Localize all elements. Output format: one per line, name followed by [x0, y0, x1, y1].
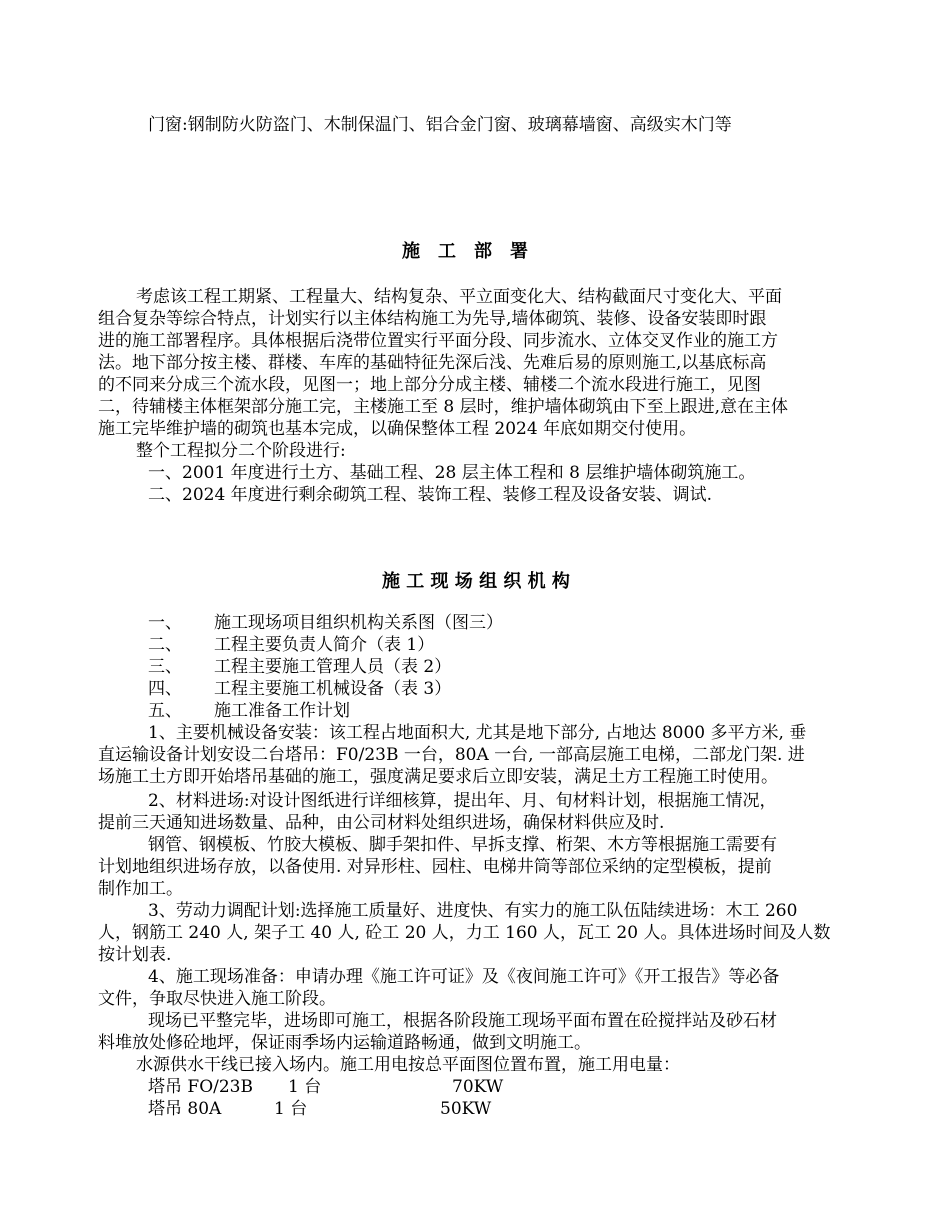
- deployment-para-line: 的不同来分成三个流水段，见图一；地上部分分成主楼、辅楼二个流水段进行施工，见图: [98, 375, 761, 395]
- list-item-text: 工程主要施工机械设备（表 3）: [214, 679, 452, 699]
- list-item-number: 五、: [148, 701, 182, 721]
- formwork-para-line: 制作加工。: [98, 879, 183, 899]
- deployment-para-line: 施工完毕维护墙的砌筑也基本完成，以确保整体工程 2024 年底如期交付使用。: [98, 419, 697, 439]
- list-item-text: 施工准备工作计划: [214, 701, 350, 721]
- deployment-para-line: 进的施工部署程序。具体根据后浇带位置实行平面分段、同步流水、立体交叉作业的施工方: [98, 331, 778, 351]
- equipment-power: 70KW: [452, 1077, 504, 1097]
- section-title-organization: 施 工 现 场 组 织 机 构: [382, 571, 570, 592]
- list-item-text: 工程主要负责人简介（表 1）: [214, 635, 435, 655]
- site-prep-para-line: 文件，争取尽快进入施工阶段。: [98, 989, 336, 1009]
- stages-intro: 整个工程拟分二个阶段进行:: [136, 441, 346, 461]
- list-item-text: 施工现场项目组织机构关系图（图三）: [214, 613, 503, 633]
- site-status-para-line: 料堆放处修砼地坪，保证雨季场内运输道路畅通，做到文明施工。: [98, 1033, 591, 1053]
- deployment-para-line: 二，待辅楼主体框架部分施工完，主楼施工至 8 层时，维护墙体砌筑由下至上跟进,意在主体: [98, 397, 789, 417]
- list-item-number: 二、: [148, 635, 182, 655]
- list-item-number: 三、: [148, 657, 182, 677]
- labor-para-line: 按计划表.: [98, 945, 172, 965]
- formwork-para-line: 计划地组织进场存放，以备使用. 对异形柱、园柱、电梯井筒等部位采纳的定型模板，提前: [98, 857, 772, 877]
- deployment-para-line: 组合复杂等综合特点，计划实行以主体结构施工为先导,墙体砌筑、装修、设备安装即时跟: [98, 309, 767, 329]
- stage-item: 一、2001 年度进行土方、基础工程、28 层主体工程和 8 层维护墙体砌筑施工。: [148, 463, 756, 483]
- site-prep-para-line: 4、施工现场准备：申请办理《施工许可证》及《夜间施工许可》《开工报告》等必备: [148, 967, 780, 987]
- equipment-name: 塔吊 80A: [148, 1099, 222, 1119]
- equipment-name: 塔吊 FO/23B: [148, 1077, 253, 1097]
- section-title-deployment: 施 工 部 署: [402, 241, 528, 262]
- intro-line: 门窗:钢制防火防盗门、木制保温门、铝合金门窗、玻璃幕墙窗、高级实木门等: [148, 115, 732, 135]
- deployment-para-line: 法。地下部分按主楼、群楼、车库的基础特征先深后浅、先难后易的原则施工,以基底标高: [98, 353, 767, 373]
- list-item-number: 一、: [148, 613, 182, 633]
- labor-para-line: 3、劳动力调配计划:选择施工质量好、进度快、有实力的施工队伍陆续进场：木工 260: [148, 901, 798, 921]
- water-power-line: 水源供水干线已接入场内。施工用电按总平面图位置布置，施工用电量：: [136, 1055, 680, 1075]
- list-item-text: 工程主要施工管理人员（表 2）: [214, 657, 452, 677]
- site-status-para-line: 现场已平整完毕，进场即可施工，根据各阶段施工现场平面布置在砼搅拌站及砂石材: [148, 1011, 777, 1031]
- machinery-para-line: 场施工土方即开始塔吊基础的施工，强度满足要求后立即安装，满足土方工程施工时使用。: [98, 767, 778, 787]
- stage-item: 二、2024 年度进行剩余砌筑工程、装饰工程、装修工程及设备安装、调试.: [148, 485, 713, 505]
- machinery-para-line: 1、主要机械设备安装：该工程占地面积大, 尤其是地下部分, 占地达 8000 多平方米, 垂: [148, 723, 807, 743]
- deployment-para-line: 考虑该工程工期紧、工程量大、结构复杂、平立面变化大、结构截面尺寸变化大、平面: [136, 287, 782, 307]
- formwork-para-line: 钢管、钢模板、竹胶大模板、脚手架扣件、早拆支撑、桁架、木方等根据施工需要有: [148, 835, 777, 855]
- materials-para-line: 提前三天通知进场数量、品种，由公司材料处组织进场，确保材料供应及时.: [98, 813, 665, 833]
- machinery-para-line: 直运输设备计划安设二台塔吊：F0/23B 一台，80A 一台, 一部高层施工电梯，二部龙门架. 进: [98, 745, 805, 765]
- equipment-qty: 1 台: [274, 1099, 308, 1119]
- materials-para-line: 2、材料进场:对设计图纸进行详细核算，提出年、月、旬材料计划，根据施工情况，: [148, 791, 777, 811]
- list-item-number: 四、: [148, 679, 182, 699]
- labor-para-line: 人，钢筋工 240 人, 架子工 40 人, 砼工 20 人，力工 160 人，瓦工 20 人。具体进场时间及人数: [98, 923, 831, 943]
- equipment-power: 50KW: [440, 1099, 492, 1119]
- equipment-qty: 1 台: [288, 1077, 322, 1097]
